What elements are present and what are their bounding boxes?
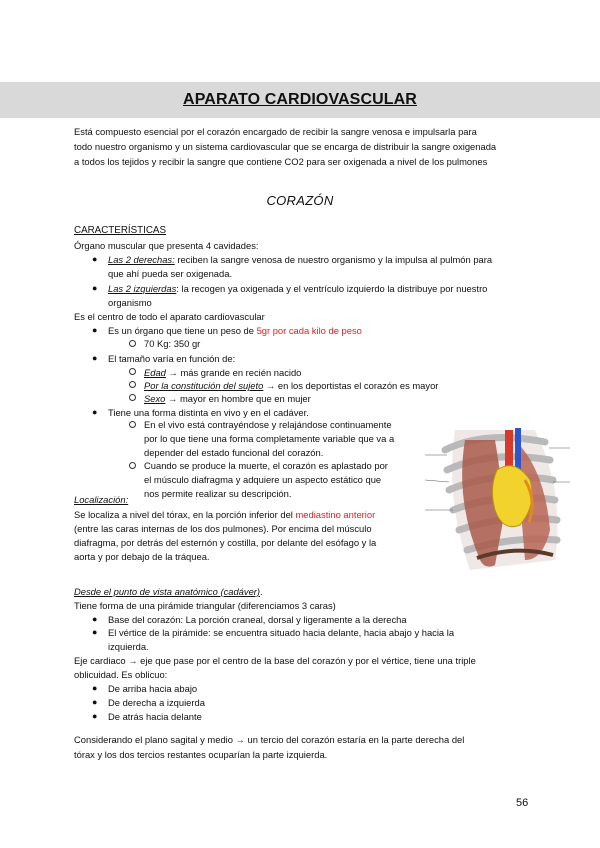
item-term: Las 2 izquierdas [108, 283, 177, 294]
item-text: → mayor en hombre que en mujer [165, 393, 311, 404]
list-item: El tamaño varía en función de: [108, 353, 236, 364]
characteristics-lead: Órgano muscular que presenta 4 cavidades: [74, 240, 259, 251]
highlight-text: mediastino anterior [295, 509, 376, 520]
item-text: Se localiza a nivel del tórax, en la porción inferior del [74, 509, 296, 520]
sagittal-line: tórax y los dos tercios restantes ocuparían la parte izquierda. [74, 749, 328, 760]
center-line: Es el centro de todo el aparato cardiovascular [74, 311, 265, 322]
intro-line-1: Está compuesto esencial por el corazón encargado de recibir la sangre venosa e impulsarla para [74, 126, 477, 137]
list-item-cont: organismo [108, 297, 152, 308]
bullet-dot: ● [92, 325, 98, 335]
bullet-dot: ● [92, 407, 98, 417]
sagittal-line: Considerando el plano sagital y medio → un tercio del corazón estaría en la parte derecha del [74, 734, 465, 745]
bullet-dot: ● [92, 353, 98, 363]
bullet-dot: ● [92, 254, 98, 264]
heart-thorax-illustration [425, 410, 570, 580]
sub-bullet [129, 394, 136, 401]
localization-line [74, 508, 375, 522]
sub-item: 70 Kg: 350 gr [144, 338, 201, 349]
sub-item-cont: el músculo diafragma y adquiere un aspecto estático que [144, 474, 382, 485]
item-text: → más grande en recién nacido [165, 367, 302, 378]
sub-bullet [129, 340, 136, 347]
sub-item [144, 392, 311, 406]
item-term: Las 2 derechas: [108, 254, 175, 265]
item-text: : la recogen ya oxigenada y el ventrículo izquierdo la distribuye por nuestro [176, 283, 488, 294]
page-number: 56 [516, 797, 529, 809]
list-item [108, 253, 492, 267]
heading-tail: . [260, 586, 263, 597]
bullet-dot: ● [92, 711, 98, 721]
localization-line: aorta y por debajo de la tráquea. [74, 551, 210, 562]
characteristics-heading: CARACTERÍSTICAS [74, 225, 166, 236]
item-term: Sexo [144, 393, 166, 404]
list-item: De derecha a izquierda [108, 697, 205, 708]
sub-item [144, 379, 438, 393]
intro-line-3: a todos los tejidos y recibir la sangre que contiene CO2 para ser oxigenada a nivel de los pulmones [74, 156, 488, 167]
localization-heading: Localización: [74, 494, 129, 505]
item-term: Por la constitución del sujeto [144, 380, 264, 391]
highlight-text: 5gr por cada kilo de peso [256, 325, 362, 336]
item-term: Edad [144, 367, 166, 378]
list-item: Tiene una forma distinta en vivo y en el cadáver. [108, 407, 309, 418]
sub-item [144, 366, 301, 380]
list-item: El vértice de la pirámide: se encuentra situado hacia delante, hacia abajo y hacia la [108, 627, 455, 638]
list-item: De atrás hacia delante [108, 711, 202, 722]
heading-text: Desde el punto de vista anatómico (cadáver) [74, 586, 261, 597]
list-item: De arriba hacia abajo [108, 683, 198, 694]
anatomic-lead: Tiene forma de una pirámide triangular (diferenciamos 3 caras) [74, 600, 336, 611]
localization-line: diafragma, por detrás del esternón y costilla, por delante del esófago y la [74, 537, 377, 548]
bullet-dot: ● [92, 683, 98, 693]
bullet-dot: ● [92, 627, 98, 637]
sub-bullet [129, 368, 136, 375]
intro-line-2: todo nuestro organismo y un sistema cardiovascular que se encarga de distribuir la sangre oxigenada [74, 141, 497, 152]
item-text: reciben la sangre venosa de nuestro organismo y la impulsa al pulmón para [174, 254, 493, 265]
list-item: Base del corazón: La porción craneal, dorsal y ligeramente a la derecha [108, 614, 407, 625]
sub-bullet [129, 381, 136, 388]
item-text: → en los deportistas el corazón es mayor [263, 380, 439, 391]
sub-item: Cuando se produce la muerte, el corazón es aplastado por [144, 460, 388, 471]
list-item-cont: izquierda. [108, 641, 149, 652]
page-title: APARATO CARDIOVASCULAR [183, 91, 417, 108]
axis-line: oblicuidad. Es oblicuo: [74, 669, 168, 680]
sub-item-cont: nos permite realizar su descripción. [144, 488, 292, 499]
sub-bullet [129, 462, 136, 469]
localization-line: (entre las caras internas de los dos pulmones). Por encima del músculo [74, 523, 372, 534]
list-item-cont: que ahí pueda ser oxigenada. [108, 268, 233, 279]
axis-line: Eje cardiaco → eje que pase por el centro de la base del corazón y por el vértice, tiene una triple [74, 655, 476, 666]
bullet-dot: ● [92, 697, 98, 707]
list-item [108, 324, 362, 338]
sub-bullet [129, 421, 136, 428]
item-text: Es un órgano que tiene un peso de [108, 325, 257, 336]
bullet-dot: ● [92, 283, 98, 293]
list-item [108, 282, 487, 296]
bullet-dot: ● [92, 614, 98, 624]
section-title: CORAZÓN [266, 193, 334, 208]
anatomic-heading [74, 585, 263, 599]
sub-item-cont: depender del estado funcional del corazón. [144, 447, 324, 458]
sub-item-cont: por lo que tiene una forma completamente variable que va a [144, 433, 395, 444]
sub-item: En el vivo está contrayéndose y relajándose continuamente [144, 419, 392, 430]
